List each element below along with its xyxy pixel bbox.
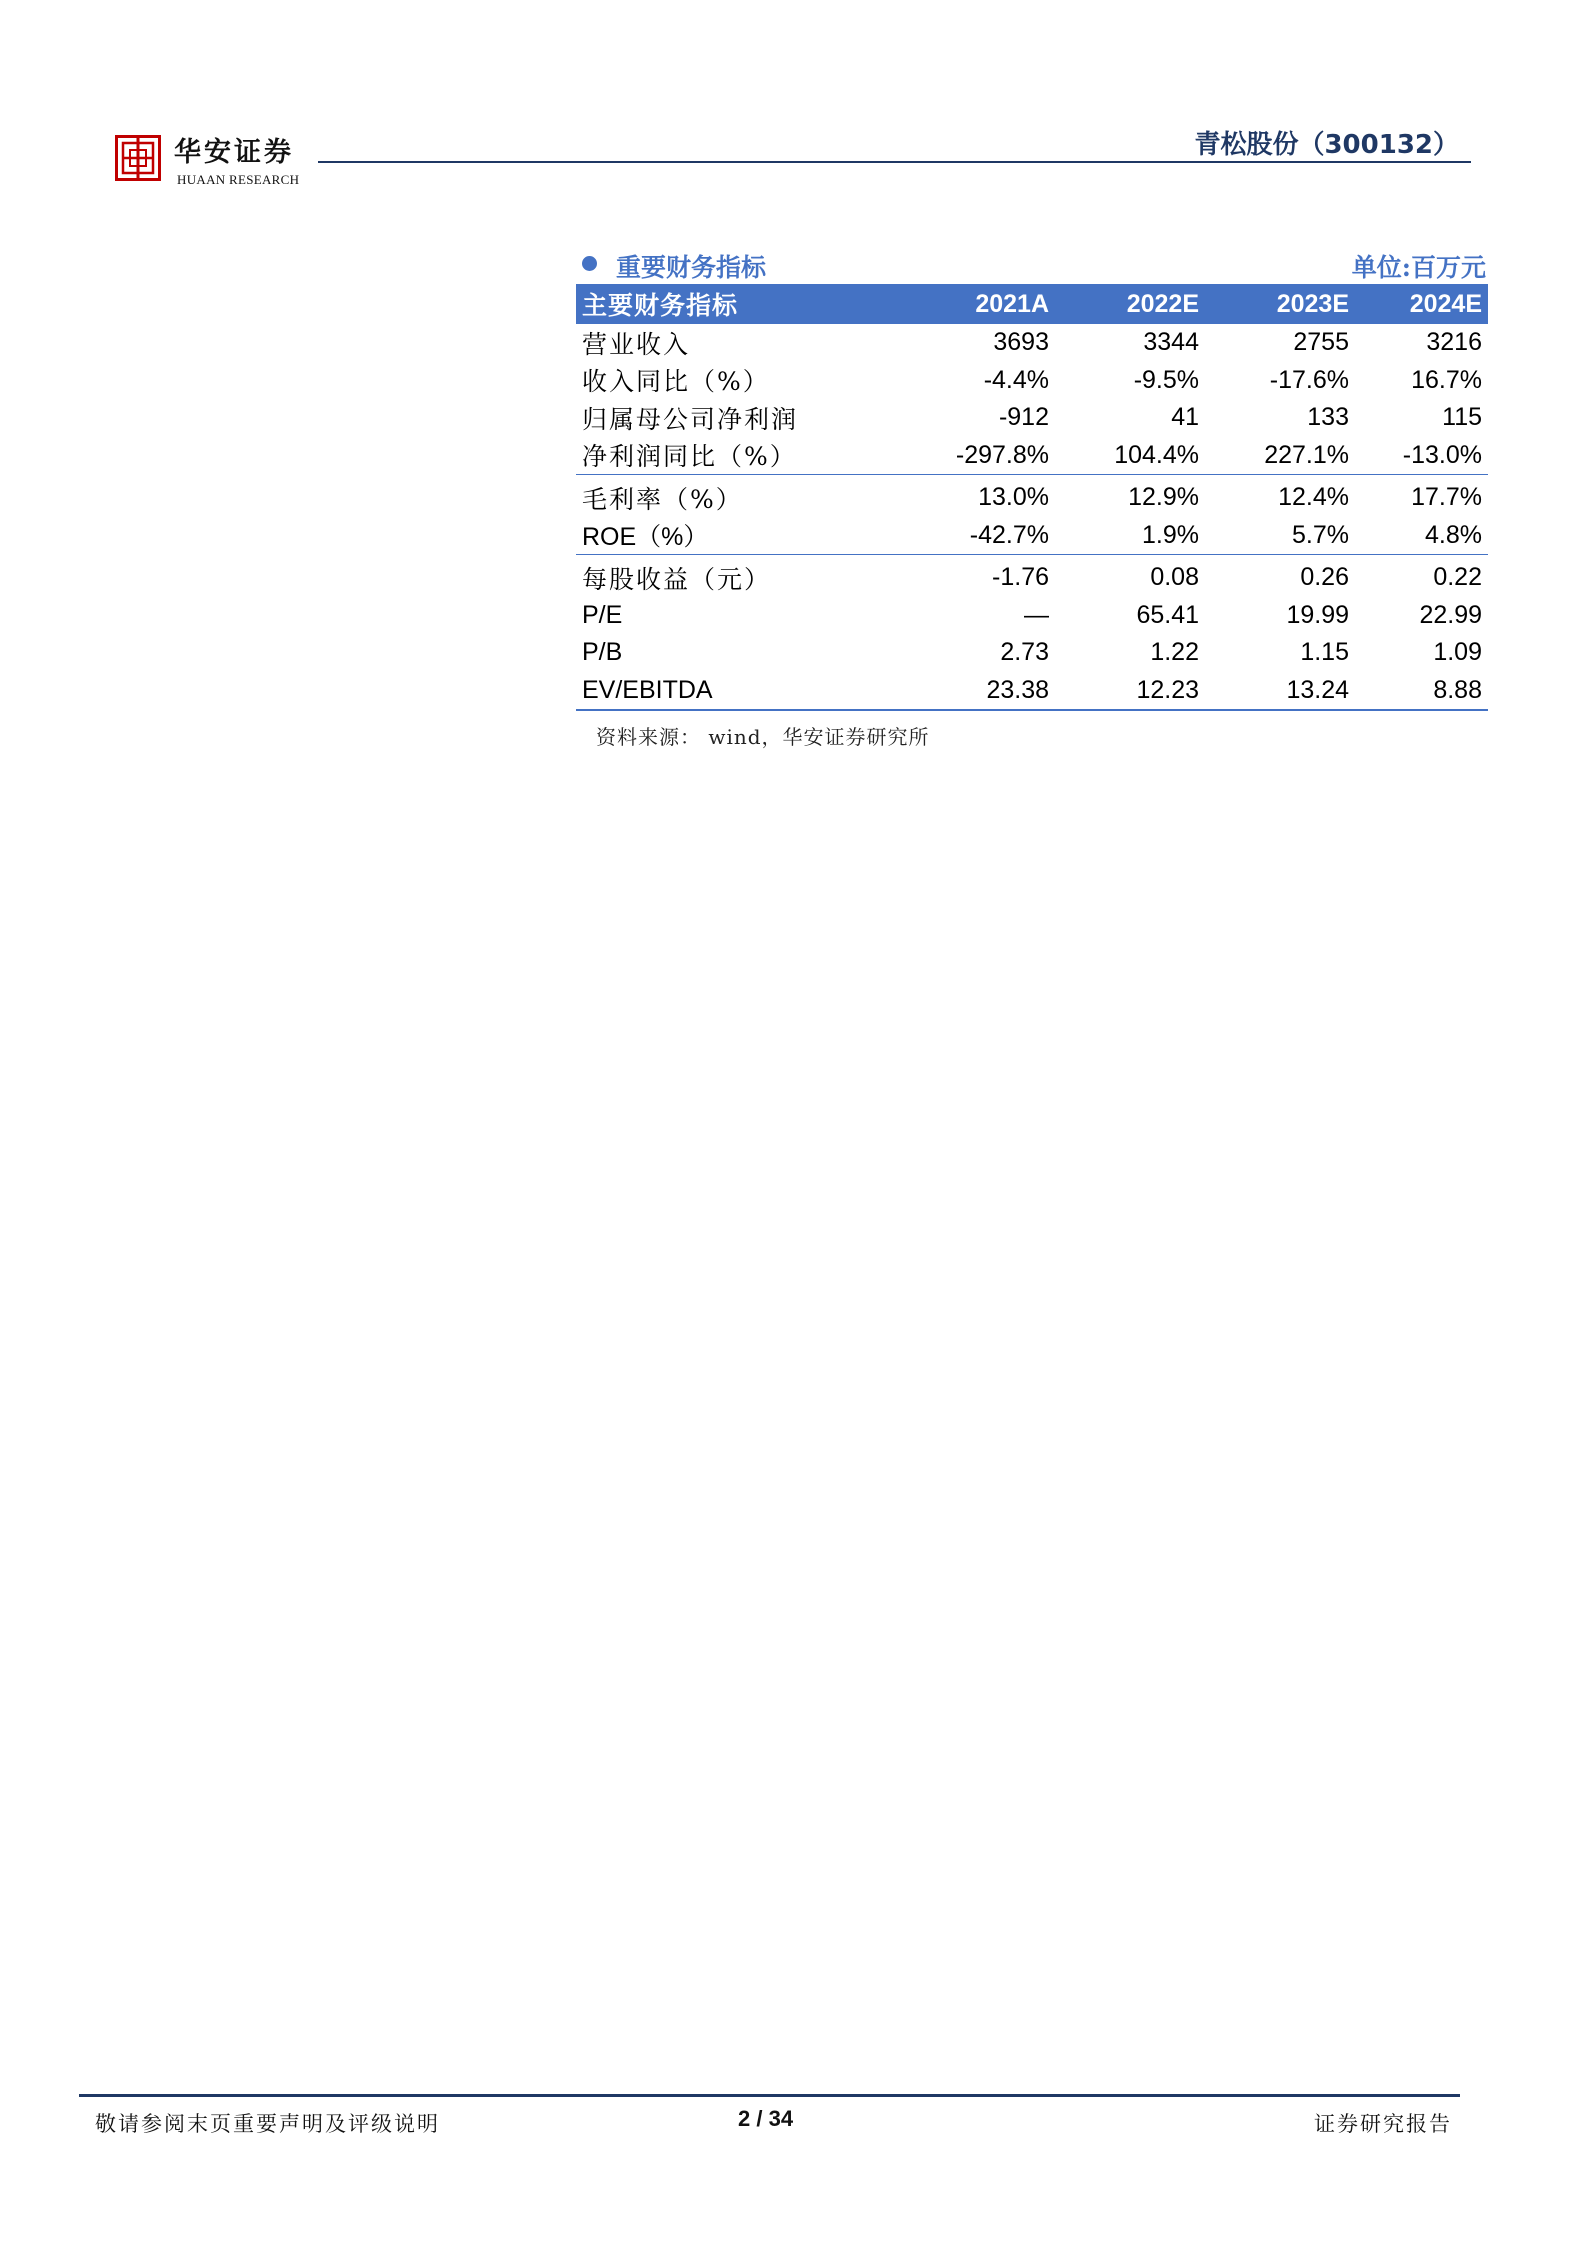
- row-label: 净利润同比（%）: [582, 442, 797, 472]
- table-cell: 0.22: [1355, 555, 1488, 597]
- row-label: 毛利率（%）: [576, 475, 905, 517]
- table-cell: 5.7%: [1292, 520, 1349, 549]
- table-cell: 1.15: [1300, 638, 1349, 667]
- table-cell: 115: [1442, 403, 1482, 432]
- row-label: ROE（%）: [582, 523, 709, 552]
- column-header: 2021A: [905, 284, 1055, 324]
- table-cell: 3216: [1426, 328, 1482, 357]
- table-cell: —: [1024, 600, 1049, 629]
- column-header: 2024E: [1355, 284, 1488, 324]
- table-cell: 4.8%: [1425, 520, 1482, 549]
- footer-divider: [79, 2094, 1460, 2097]
- table-row: [576, 437, 1488, 475]
- document-title: 青松股份（300132）: [1194, 130, 1459, 160]
- row-label: P/E: [582, 600, 623, 629]
- table-cell: 12.4%: [1205, 475, 1355, 517]
- table-cell: 0.08: [1055, 555, 1205, 597]
- table-cell: 0.26: [1205, 555, 1355, 597]
- table-cell: -13.0%: [1402, 440, 1482, 469]
- table-row: [576, 634, 1488, 672]
- row-label: P/B: [582, 638, 623, 667]
- table-cell: 104.4%: [1114, 440, 1199, 469]
- table-cell: -4.4%: [983, 365, 1049, 394]
- financial-table: [576, 284, 1488, 711]
- table-row: [576, 517, 1488, 555]
- report-type-label: 证券研究报告: [1314, 2112, 1452, 2136]
- header-divider: [318, 161, 1471, 163]
- column-header: 2022E: [1055, 284, 1205, 324]
- table-cell: 3693: [993, 328, 1049, 357]
- table-cell: 2.73: [1000, 638, 1049, 667]
- row-label: 每股收益（元）: [576, 555, 905, 597]
- column-header: 2023E: [1205, 284, 1355, 324]
- table-cell: 13.0%: [905, 475, 1055, 517]
- table-cell: 12.23: [1055, 672, 1205, 711]
- company-logo-icon: [115, 135, 161, 181]
- column-header: 主要财务指标: [576, 284, 905, 324]
- table-cell: -1.76: [905, 555, 1055, 597]
- table-cell: 19.99: [1286, 600, 1349, 629]
- table-cell: 41: [1171, 403, 1199, 432]
- table-row: [576, 324, 1488, 362]
- table-cell: 8.88: [1355, 672, 1488, 711]
- table-row: [576, 475, 1488, 517]
- table-cell: 1.09: [1433, 638, 1482, 667]
- unit-label: 单位:百万元: [1351, 253, 1486, 282]
- disclaimer-note: 敬请参阅末页重要声明及评级说明: [95, 2112, 440, 2136]
- table-cell: 1.22: [1150, 638, 1199, 667]
- table-cell: -297.8%: [955, 440, 1049, 469]
- table-cell: 23.38: [905, 672, 1055, 711]
- row-label: 收入同比（%）: [582, 367, 770, 397]
- company-name-en: HUAAN RESEARCH: [177, 172, 300, 187]
- row-label: EV/EBITDA: [576, 672, 905, 711]
- table-cell: 1.9%: [1142, 520, 1199, 549]
- table-row: [576, 399, 1488, 437]
- page-separator: /: [756, 2106, 769, 2131]
- table-cell: 3344: [1143, 328, 1199, 357]
- table-row: [576, 597, 1488, 635]
- row-label: 营业收入: [582, 329, 691, 359]
- table-row: [576, 555, 1488, 597]
- table-row: [576, 672, 1488, 711]
- page-total: 34: [768, 2106, 794, 2131]
- row-label: 归属母公司净利润: [582, 404, 799, 434]
- table-cell: 65.41: [1136, 600, 1199, 629]
- page-number: [738, 2106, 793, 2132]
- table-cell: 17.7%: [1355, 475, 1488, 517]
- bullet-icon: [582, 256, 597, 271]
- table-row: [576, 362, 1488, 400]
- table-cell: -9.5%: [1133, 365, 1199, 394]
- table-cell: -17.6%: [1269, 365, 1349, 394]
- table-cell: 227.1%: [1264, 440, 1349, 469]
- company-name-cn: 华安证券: [174, 137, 294, 168]
- table-header-row: [576, 284, 1488, 324]
- table-cell: -912: [998, 403, 1049, 432]
- section-header: [576, 246, 1488, 284]
- financial-indicators-section: [576, 246, 1488, 750]
- table-cell: -42.7%: [969, 520, 1049, 549]
- table-cell: 133: [1307, 403, 1349, 432]
- table-cell: 13.24: [1205, 672, 1355, 711]
- table-cell: 2755: [1293, 328, 1349, 357]
- data-source-note: 资料来源： wind，华安证券研究所: [596, 725, 930, 749]
- table-cell: 16.7%: [1411, 365, 1482, 394]
- table-cell: 22.99: [1419, 600, 1482, 629]
- section-title: 重要财务指标: [616, 253, 767, 282]
- table-cell: 12.9%: [1055, 475, 1205, 517]
- page-current: 2: [738, 2106, 751, 2131]
